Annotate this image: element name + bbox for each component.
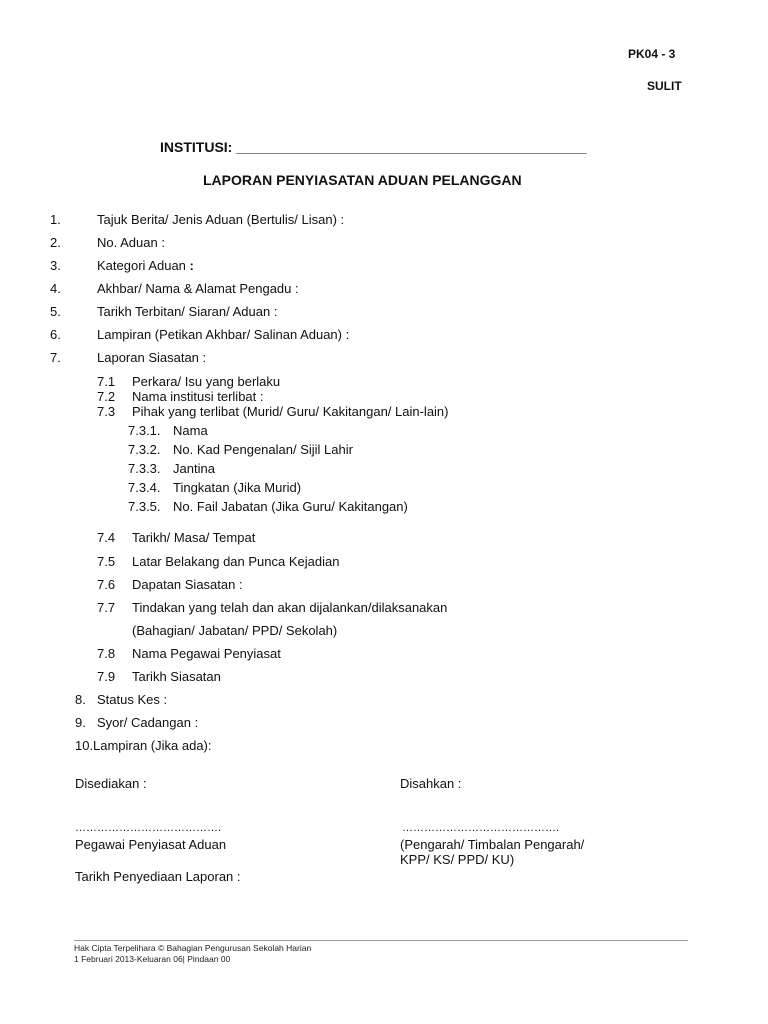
item-number: 1. [50,212,61,227]
subitem-label: Tarikh/ Masa/ Tempat [132,530,256,545]
item-label [97,258,194,273]
subitem-label: Nama institusi terlibat : [132,389,264,404]
item-label: Lampiran (Petikan Akhbar/ Salinan Aduan) : [97,327,350,342]
classification-label: SULIT [647,79,682,93]
subsubitem-label: No. Kad Pengenalan/ Sijil Lahir [173,442,353,457]
item-number: 5. [50,304,61,319]
subitem-label: Pihak yang terlibat (Murid/ Guru/ Kakitangan/ Lain-lain) [132,404,449,419]
item-label: Status Kes : [97,692,168,707]
item-number: 9. [75,715,86,730]
item-number: 8. [75,692,86,707]
report-date-label: Tarikh Penyediaan Laporan : [75,869,241,884]
item-label-text: Kategori Aduan [97,258,186,273]
footer-revision: 1 Februari 2013-Keluaran 06| Pindaan 00 [74,954,231,964]
item-number: 6. [50,327,61,342]
institution-line: INSTITUSI: _____________________________________________ [160,139,587,155]
document-code: PK04 - 3 [628,47,676,61]
item-label: No. Aduan : [97,235,165,250]
item-label: Lampiran (Jika ada): [93,738,212,753]
subsubitem-label: Tingkatan (Jika Murid) [173,480,302,495]
approved-role-line1: (Pengarah/ Timbalan Pengarah/ [400,837,585,852]
item-label: Tarikh Terbitan/ Siaran/ Aduan : [97,304,278,319]
footer-divider [74,940,688,941]
subitem-label: Tindakan yang telah dan akan dijalankan/dilaksanakan [132,600,448,615]
subitem-label: Perkara/ Isu yang berlaku [132,374,281,389]
item-number: 4. [50,281,61,296]
item-label: Laporan Siasatan : [97,350,207,365]
prepared-by-label: Disediakan : [75,776,147,791]
subitem-number: 7.8 [97,646,116,661]
subsubitem-number: 7.3.2. [128,442,161,457]
subitem-label: Tarikh Siasatan [132,669,221,684]
subitem-label: Nama Pegawai Penyiasat [132,646,281,661]
subitem-number: 7.7 [97,600,116,615]
item-number: 2. [50,235,61,250]
subsubitem-label: Jantina [173,461,215,476]
item-number: 10. [75,738,94,753]
subitem-number: 7.2 [97,389,116,404]
approved-role-line2: KPP/ KS/ PPD/ KU) [400,852,515,867]
footer-copyright: Hak Cipta Terpelihara © Bahagian Pengurusan Sekolah Harian [74,943,312,953]
subitem-label-continued: (Bahagian/ Jabatan/ PPD/ Sekolah) [132,623,338,638]
subsubitem-number: 7.3.4. [128,480,161,495]
item-number: 7. [50,350,61,365]
signature-line-right: ……………………………………. [402,822,560,834]
subsubitem-label: Nama [173,423,208,438]
item-colon: : [189,258,194,273]
item-label: Tajuk Berita/ Jenis Aduan (Bertulis/ Lisan) : [97,212,345,227]
subitem-number: 7.5 [97,554,116,569]
prepared-role: Pegawai Penyiasat Aduan [75,837,227,852]
subsubitem-number: 7.3.1. [128,423,161,438]
subsubitem-number: 7.3.5. [128,499,161,514]
item-label: Akhbar/ Nama & Alamat Pengadu : [97,281,299,296]
subitem-number: 7.1 [97,374,116,389]
subitem-label: Latar Belakang dan Punca Kejadian [132,554,340,569]
page-title: LAPORAN PENYIASATAN ADUAN PELANGGAN [203,172,522,188]
subitem-number: 7.3 [97,404,116,419]
item-label: Syor/ Cadangan : [97,715,199,730]
subitem-number: 7.9 [97,669,116,684]
subsubitem-label: No. Fail Jabatan (Jika Guru/ Kakitangan) [173,499,408,514]
item-number: 3. [50,258,61,273]
subitem-label: Dapatan Siasatan : [132,577,243,592]
subitem-number: 7.4 [97,530,116,545]
signature-line-left: …………………………………. [75,822,222,834]
subsubitem-number: 7.3.3. [128,461,161,476]
subitem-number: 7.6 [97,577,116,592]
approved-by-label: Disahkan : [400,776,462,791]
